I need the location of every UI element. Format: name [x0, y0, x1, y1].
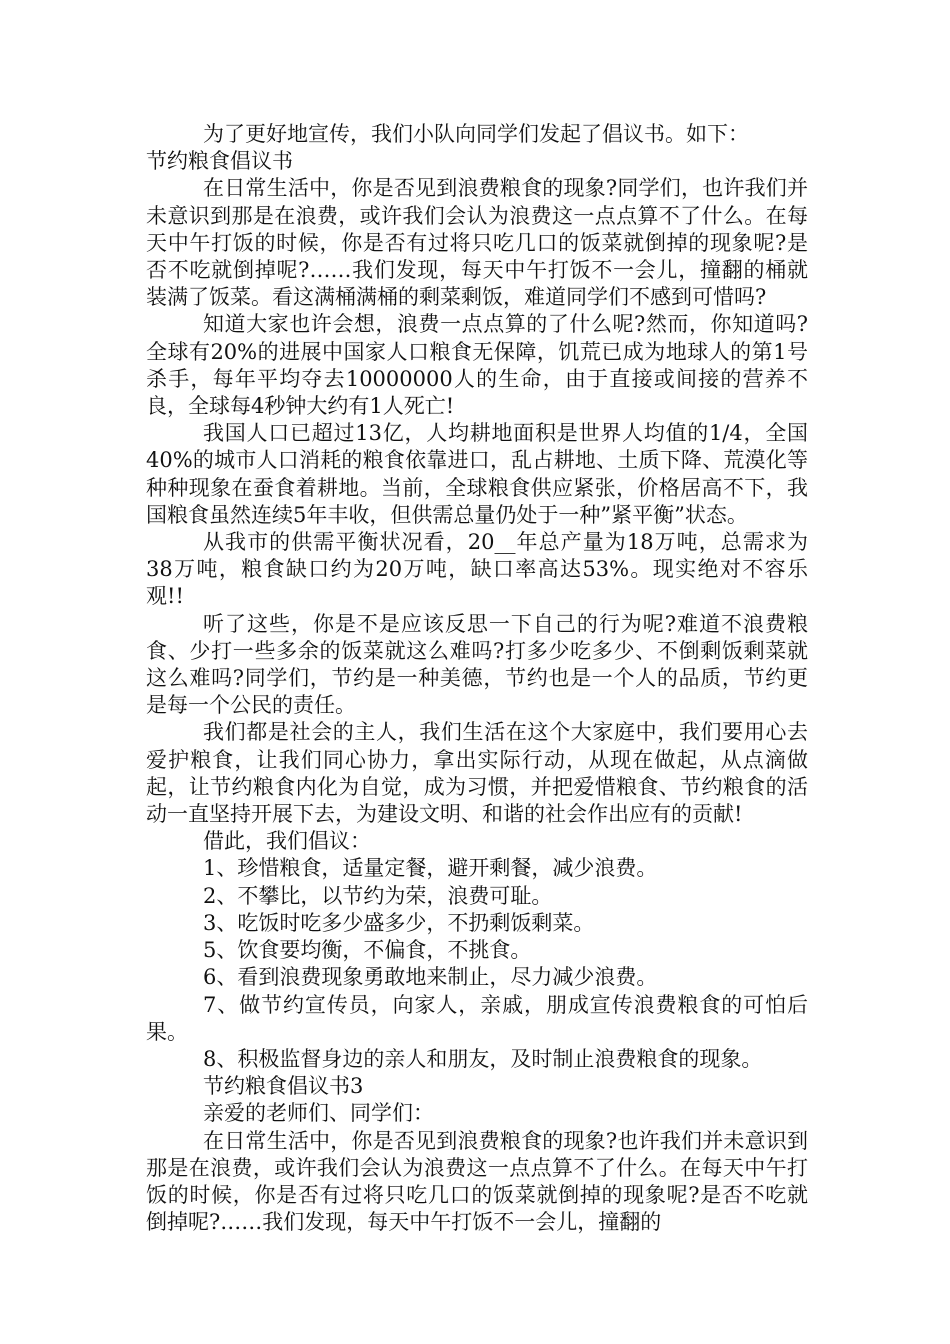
proposal-item: 2、不攀比，以节约为荣，浪费可耻。	[203, 883, 553, 908]
intro-paragraph: 为了更好地宣传，我们小队向同学们发起了倡议书。如下：	[203, 122, 749, 146]
proposal-item: 1、珍惜粮食，适量定餐，避开剩餐，减少浪费。	[203, 856, 658, 881]
body-paragraph: 从我市的供需平衡状况看，20__年总产量为18万吨，总需求为38万吨，粮食缺口约为20万吨，缺口率高达53%。现实绝对不容乐观!!	[146, 530, 808, 609]
proposal-lead: 借此，我们倡议：	[203, 829, 371, 854]
body-paragraph: 我们都是社会的主人，我们生活在这个大家庭中，我们要用心去爱护粮食，让我们同心协力，拿出实际行动，从现在做起，从点滴做起，让节约粮食内化为自觉，成为习惯，并把爱惜粮食、节约粮食的活动一直坚持开展下去，为建设文明、和谐的社会作出应有的贡献!	[146, 720, 808, 827]
body-paragraph: 听了这些，你是不是应该反思一下自己的行为呢?难道不浪费粮食、少打一些多余的饭菜就这么难吗?打多少吃多少、不倒剩饭剩菜就这么难吗?同学们，节约是一种美德，节约也是一个人的品质，节约更是每一个公民的责任。	[146, 611, 808, 718]
body-paragraph: 知道大家也许会想，浪费一点点算的了什么呢?然而，你知道吗?全球有20%的进展中国家人口粮食无保障，饥荒已成为地球人的第1号杀手，每年平均夺去10000000人的生命，由于直接或间接的营养不良，全球每4秒钟大约有1人死亡!	[146, 312, 808, 419]
body-paragraph: 在日常生活中，你是否见到浪费粮食的现象?也许我们并未意识到那是在浪费，或许我们会认为浪费这一点点算不了什么。在每天中午打饭的时候，你是否有过将只吃几口的饭菜就倒掉的现象呢?是否不吃就倒掉呢?……我们发现，每天中午打饭不一会儿，撞翻的	[146, 1128, 808, 1235]
proposal-item: 7、做节约宣传员，向家人，亲戚，朋成宣传浪费粮食的可怕后果。	[146, 992, 808, 1044]
proposal-item: 8、积极监督身边的亲人和朋友，及时制止浪费粮食的现象。	[203, 1046, 763, 1071]
salutation: 亲爱的老师们、同学们：	[203, 1101, 434, 1126]
proposal-item: 3、吃饭时吃多少盛多少，不扔剩饭剩菜。	[203, 910, 595, 935]
proposal-item: 6、看到浪费现象勇敢地来制止，尽力减少浪费。	[203, 965, 658, 990]
proposal-item: 5、饮食要均衡，不偏食，不挑食。	[203, 938, 532, 963]
body-paragraph: 在日常生活中，你是否见到浪费粮食的现象?同学们，也许我们并未意识到那是在浪费，或许我们会认为浪费这一点点算不了什么。在每天中午打饭的时候，你是否有过将只吃几口的饭菜就倒掉的现象呢?是否不吃就倒掉呢?……我们发现，每天中午打饭不一会儿，撞翻的桶就装满了饭菜。看这满桶满桶的剩菜剩饭，难道同学们不感到可惜吗?	[146, 176, 808, 310]
body-paragraph: 我国人口已超过13亿，人均耕地面积是世界人均值的1/4，全国40%的城市人口消耗的粮食依靠进口，乱占耕地、土质下降、荒漠化等种种现象在蚕食着耕地。当前，全球粮食供应紧张，价格居高不下，我国粮食虽然连续5年丰收，但供需总量仍处于一种”紧平衡”状态。	[146, 421, 808, 527]
proposal-title: 节约粮食倡议书	[146, 149, 293, 174]
section-title: 节约粮食倡议书3	[203, 1074, 364, 1099]
document-body	[146, 121, 808, 1236]
